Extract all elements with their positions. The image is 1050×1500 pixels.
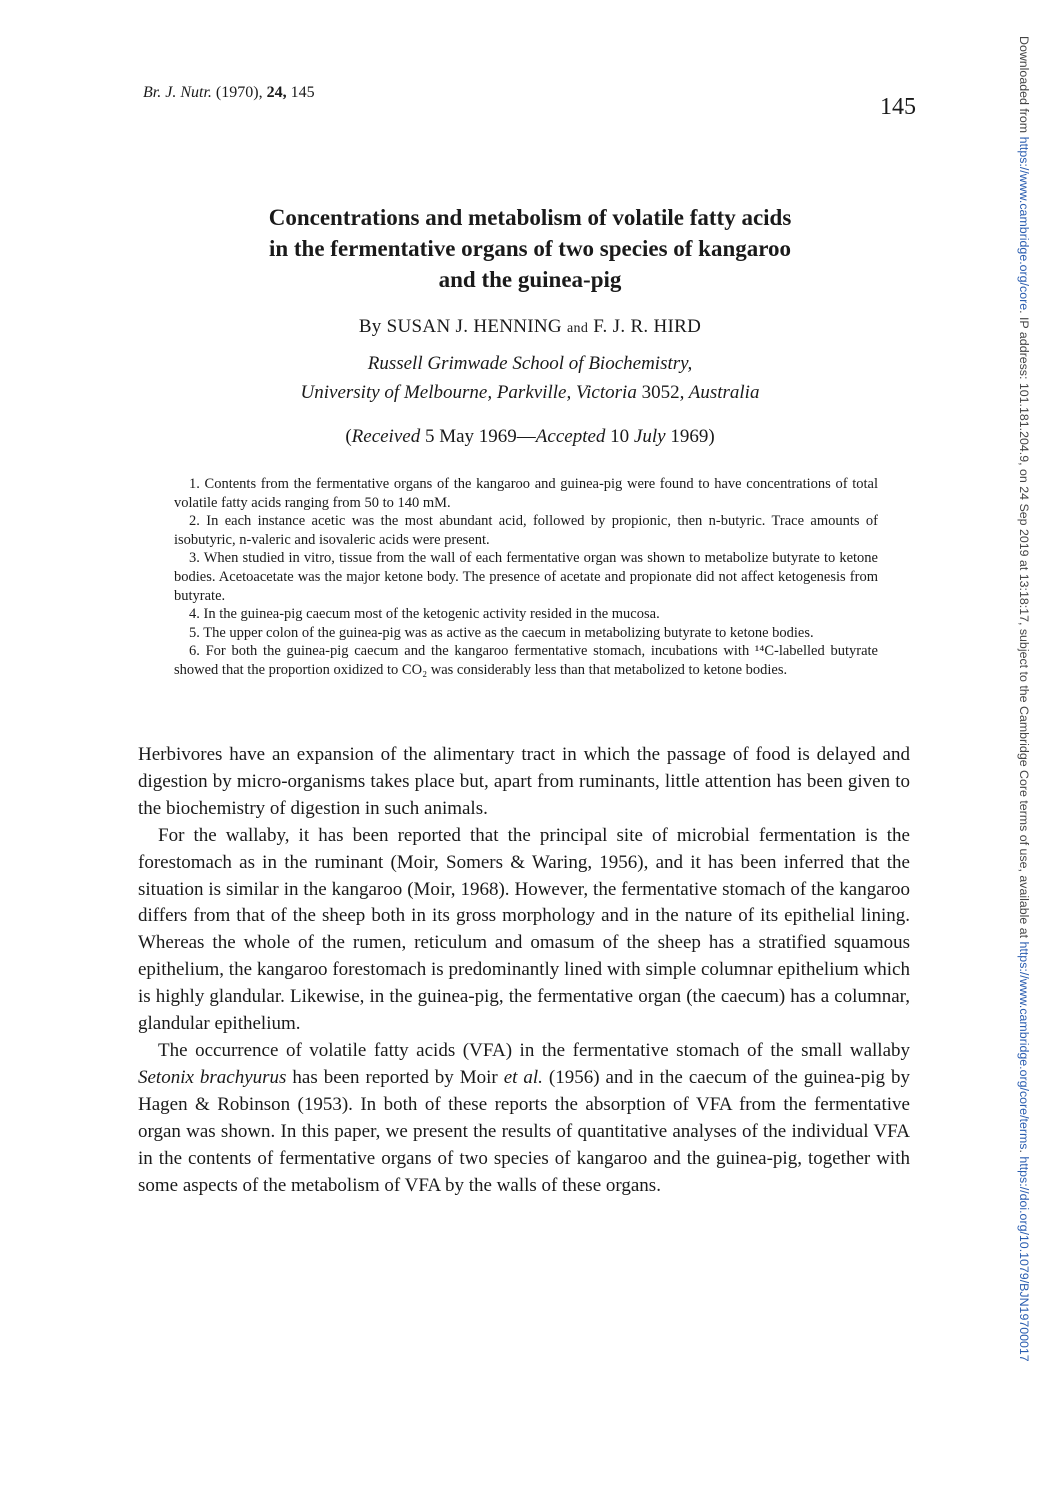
paragraph-3-text-b: has been reported by Moir xyxy=(286,1066,504,1088)
received-date: 5 May 1969 xyxy=(424,426,517,447)
page-number: 145 xyxy=(880,94,916,120)
title-line-1: Concentrations and metabolism of volatile fatty acids xyxy=(268,205,792,230)
journal-abbrev: Br. J. Nutr. xyxy=(143,84,212,101)
summary-item-6: 6. For both the guinea-pig caecum and the kangaroo fermentative stomach, incubations with ¹⁴C-labelled butyrate showed that the proportion oxidized to CO₂ was considerably less than that metabolized to ketone bodies. xyxy=(174,643,878,678)
body-paragraph-1: Herbivores have an expansion of the alimentary tract in which the passage of food is delayed and digestion by micro-organisms takes place but, apart from ruminants, little attention has been given to the biochemistry of digestion in such animals. xyxy=(138,744,910,819)
notice-prefix: Downloaded from xyxy=(1017,36,1031,137)
summary-item-5: 5. The upper colon of the guinea-pig was as active as the caecum in metabolizing butyrate to ketone bodies. xyxy=(189,624,814,641)
author-2: F. J. R. HIRD xyxy=(593,316,702,337)
received-paren-close: ) xyxy=(708,426,715,447)
received-dates xyxy=(150,426,910,448)
title-line-2: in the fermentative organs of two species of kangaroo xyxy=(268,236,792,261)
received-dash: — xyxy=(516,426,536,447)
summary-item-2: 2. In each instance acetic was the most abundant acid, followed by propionic, then n-butyric. Trace amounts of isobutyric, n-valeric and isovaleric acids were present. xyxy=(174,513,878,548)
notice-middle: . IP address: 101.181.204.9, on 24 Sep 2019 at 13:18:17, subject to the Cambridge Core terms of use, available at xyxy=(1017,310,1031,942)
article-title xyxy=(150,202,910,295)
summary-item-1: 1. Contents from the fermentative organs of the kangaroo and guinea-pig were found to have concentrations of total volatile fatty acids ranging from 50 to 140 mM. xyxy=(174,476,878,511)
body-paragraph-3 xyxy=(138,1038,910,1199)
notice-separator: . xyxy=(1017,1149,1031,1157)
affiliation xyxy=(150,349,910,407)
byline-and: and xyxy=(567,321,589,336)
affiliation-line-2 xyxy=(150,378,910,407)
author-byline xyxy=(150,316,910,338)
doi-link[interactable]: https://doi.org/10.1079/BJN19700017 xyxy=(1017,1156,1031,1362)
affiliation-place: University of Melbourne, Parkville, Victoria xyxy=(300,382,642,403)
running-head xyxy=(143,84,315,102)
summary-item-3: 3. When studied in vitro, tissue from the wall of each fermentative organ was shown to metabolize butyrate to ketone bodies. Acetoacetate was the major ketone body. The presence of acetate and propionate did not affect ketogenesis from butyrate. xyxy=(174,550,878,604)
journal-volume: 24, xyxy=(266,84,287,101)
author-1: SUSAN J. HENNING xyxy=(386,316,562,337)
body-text xyxy=(138,742,910,1199)
paragraph-3-text-a: The occurrence of volatile fatty acids (VFA) in the fermentative stomach of the small wallaby xyxy=(158,1039,910,1061)
species-name: Setonix brachyurus xyxy=(138,1066,287,1088)
accepted-day: 10 xyxy=(610,426,634,447)
byline-by: By xyxy=(358,316,382,337)
paragraph-3-text-c: (1956) and in the caecum of the guinea-pig by Hagen & Robinson (1953). In both of these reports the absorption of VFA from the fermentative organ was shown. In this paper, we present the results of quantitative analyses of the individual VFA in the contents of fermentative organs of two species of kangaroo and the guinea-pig, together with some aspects of the metabolism of VFA by the walls of these organs. xyxy=(138,1066,910,1196)
accepted-month: July xyxy=(633,426,666,447)
journal-year: (1970), xyxy=(215,84,263,101)
received-paren-open: ( xyxy=(345,426,352,447)
accepted-label: Accepted xyxy=(535,426,611,447)
affiliation-postcode: 3052 xyxy=(641,382,680,403)
affiliation-country: , Australia xyxy=(679,382,760,403)
affiliation-line-1: Russell Grimwade School of Biochemistry, xyxy=(367,353,693,374)
et-al: et al. xyxy=(503,1066,543,1088)
download-notice xyxy=(1011,36,1031,1468)
summary xyxy=(174,475,878,680)
received-label: Received xyxy=(351,426,425,447)
accepted-year: 1969 xyxy=(665,426,709,447)
body-paragraph-2: For the wallaby, it has been reported that the principal site of microbial fermentation is the forestomach as in the ruminant (Moir, Somers & Waring, 1956), and it has been inferred that the situation is similar in the kangaroo (Moir, 1968). However, the fermentative stomach of the kangaroo differs from that of the sheep both in its gross morphology and in the nature of its epithelial lining. Whereas the whole of the rumen, reticulum and omasum of the sheep has a stratified squamous epithelium, the kangaroo forestomach is predominantly lined with simple columnar epithelium which is highly glandular. Likewise, in the guinea-pig, the fermentative organ (the caecum) has a columnar, glandular epithelium. xyxy=(138,824,910,1035)
terms-link[interactable]: https://www.cambridge.org/core/terms xyxy=(1017,941,1031,1150)
title-line-3: and the guinea-pig xyxy=(438,267,622,292)
cambridge-core-link[interactable]: https://www.cambridge.org/core xyxy=(1017,136,1031,311)
journal-page: 145 xyxy=(290,84,315,101)
summary-item-4: 4. In the guinea-pig caecum most of the ketogenic activity resided in the mucosa. xyxy=(189,606,660,623)
